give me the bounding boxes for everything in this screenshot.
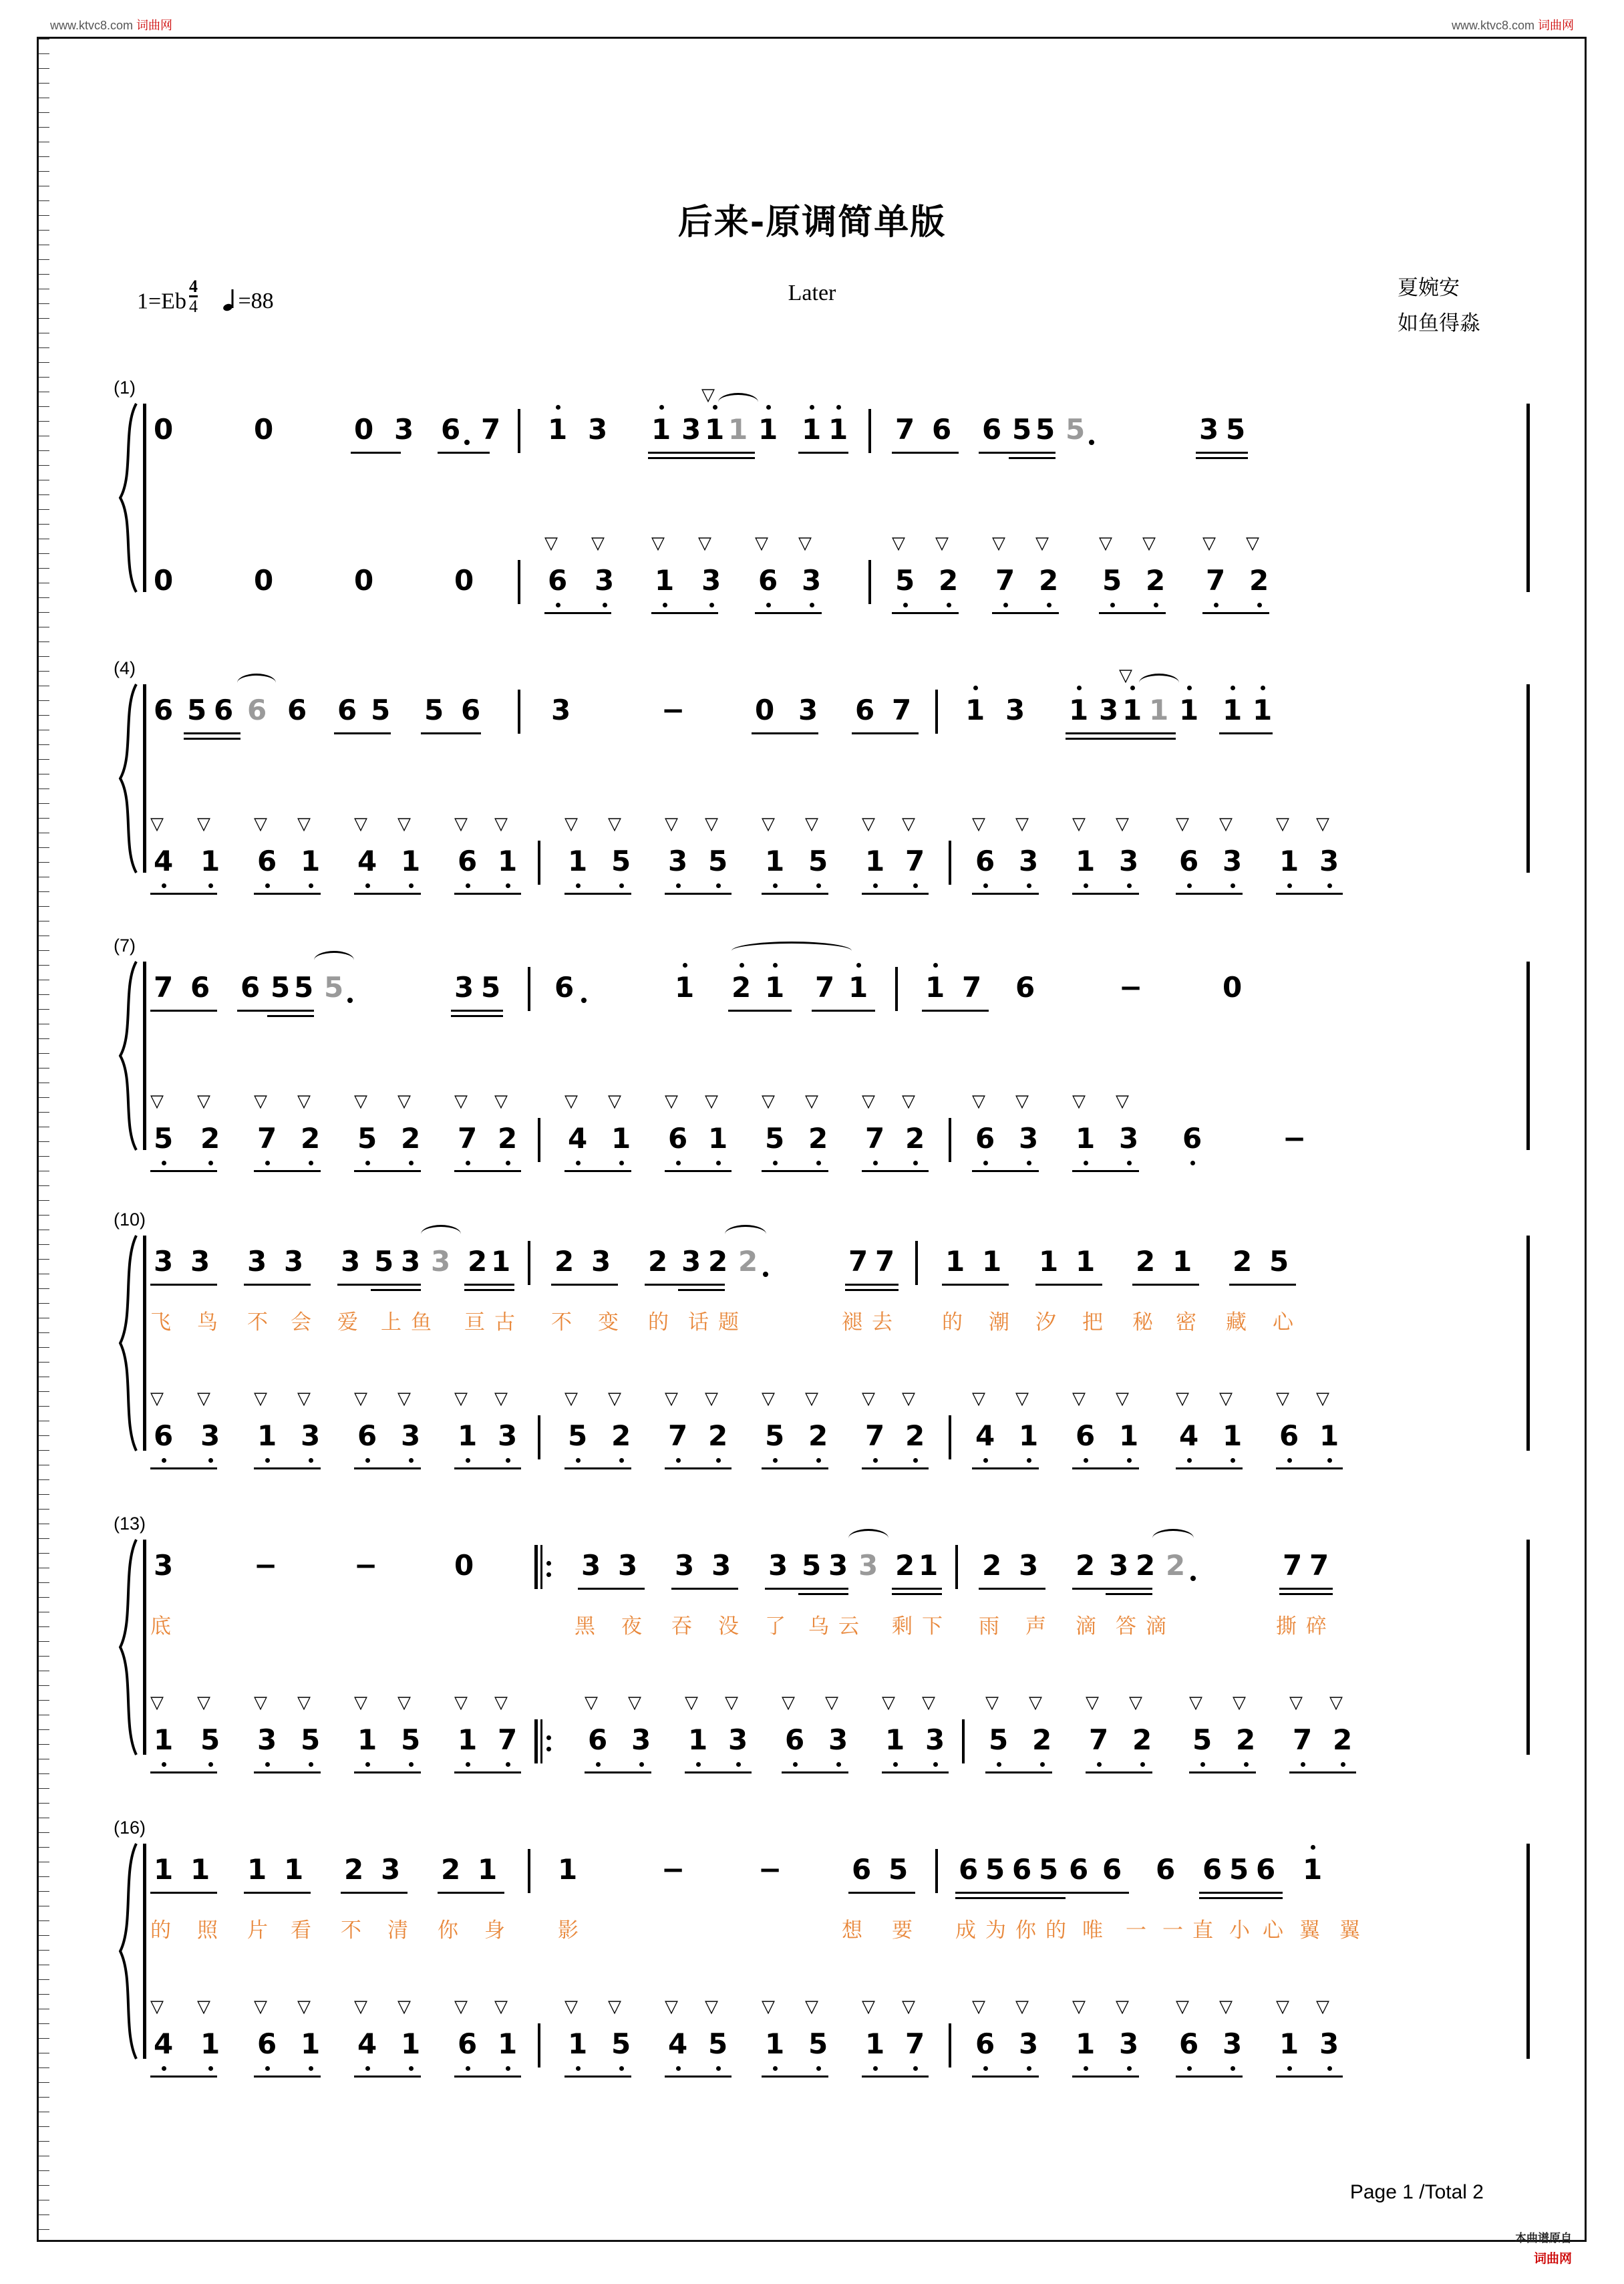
watermark-bottom-right: 词曲网 <box>1533 2252 1572 2266</box>
melody-line-4: 3 3 3 3 3 5 3 3 2 1 2 3 2 3 2 2 7 7 1 1 1 1 2 1 2 5 <box>154 1245 1570 1288</box>
page-footer: Page 1 /Total 2 <box>1349 2181 1484 2203</box>
system-6: 1 1 1 1 2 3 2 1 1 − − 6 5 6 5 6 5 6 6 6 6 5 6 1 的 照 片 看 不 清 你 身 影 想 要 成 为 你 的 唯 一 一 直 小 心 翼 翼 ▽ 4 ▽ 1 ▽ 6 ▽ 1 ▽ 4 ▽ 1 ▽ 6 ▽ 1 ▽ 1 ▽ 5 ▽ 4 ▽ 5 ▽ 1 ▽ 5 ▽ 1 ▽ 7 ▽ 6 ▽ 3 ▽ 1 ▽ 3 ▽ 6 ▽ 3 ▽ 1 ▽ 3 <box>114 1841 1530 2061</box>
brace-icon <box>114 682 144 875</box>
bass-line-5: ▽ 1 ▽ 5 ▽ 3 ▽ 5 ▽ 1 ▽ 5 ▽ 1 ▽ 7 ▽ 6 ▽ 3 ▽ 1 ▽ 3 ▽ 6 ▽ 3 ▽ 1 ▽ 3 ▽ 5 ▽ 2 ▽ 7 ▽ 2 ▽ 5 ▽ 2 ▽ 7 ▽ 2 <box>154 1723 1570 1766</box>
tempo-marking: =88 <box>223 287 273 314</box>
brace-icon <box>114 1841 144 2061</box>
credits <box>1398 271 1480 341</box>
system-label-3: (7) <box>114 936 136 956</box>
system-5: 3 − − 0 3 3 3 3 3 5 3 3 2 1 2 3 2 3 2 2 7 7 底 黑 夜 吞 没 了 乌 云 剩 下 雨 声 滴 答 滴 撕 碎 ▽ 1 ▽ 5 ▽ 3 ▽ 5 ▽ 1 ▽ 5 ▽ 1 ▽ 7 ▽ 6 ▽ 3 ▽ 1 ▽ 3 ▽ 6 ▽ 3 ▽ 1 ▽ 3 ▽ 5 ▽ 2 ▽ 7 ▽ 2 ▽ 5 ▽ 2 ▽ 7 ▽ 2 <box>114 1537 1530 1757</box>
barline-left <box>143 962 146 1150</box>
system-4: 3 3 3 3 3 5 3 3 2 1 2 3 2 3 2 2 7 7 1 1 1 1 2 1 2 5 飞 鸟 不 会 爱 上 鱼 亘 古 不 变 的 话 题 褪 去 的 潮 汐 把 秘 密 藏 心 ▽ 6 ▽ 3 ▽ 1 ▽ 3 ▽ 6 ▽ 3 ▽ 1 ▽ 3 ▽ 5 ▽ 2 ▽ 7 ▽ 2 ▽ 5 ▽ 2 ▽ 7 ▽ 2 ▽ 4 ▽ 1 ▽ 6 ▽ 1 ▽ 4 ▽ 1 ▽ 6 ▽ 1 <box>114 1233 1530 1453</box>
barline-left <box>143 1236 146 1451</box>
watermark-top-left: www.ktvc8.com 词曲网 <box>50 19 173 32</box>
barline-left <box>143 1540 146 1755</box>
system-3 <box>114 959 1530 1153</box>
system-2 <box>114 666 1530 877</box>
brace-icon <box>114 401 144 595</box>
bass-line-6: ▽ 4 ▽ 1 ▽ 6 ▽ 1 ▽ 4 ▽ 1 ▽ 6 ▽ 1 ▽ 1 ▽ 5 ▽ 4 ▽ 5 ▽ 1 ▽ 5 ▽ 1 ▽ 7 ▽ 6 ▽ 3 ▽ 1 ▽ 3 ▽ 6 ▽ 3 ▽ 1 ▽ 3 <box>154 2027 1570 2070</box>
key-and-tempo <box>137 277 274 316</box>
system-label-6: (16) <box>114 1818 146 1838</box>
brace-icon <box>114 959 144 1153</box>
bass-line-2: ▽ 4 ▽ 1 ▽ 6 ▽ 1 ▽ 4 ▽ 1 ▽ 6 ▽ 1 ▽ 1 ▽ 5 ▽ 3 ▽ 5 ▽ 1 ▽ 5 ▽ 1 ▽ 7 ▽ 6 ▽ 3 ▽ 1 ▽ 3 ▽ 6 ▽ 3 ▽ 1 ▽ 3 <box>154 845 1570 887</box>
watermark-top-right: www.ktvc8.com 词曲网 <box>1451 19 1574 32</box>
melody-line-2: 6 5 6 6 6 6 5 5 6 3 − 0 3 6 7 1 3 1 3 1 1 1 1 1 ▽ <box>154 694 1570 736</box>
page-title: 后来-原调简单版 <box>677 202 947 243</box>
composer: 夏婉安 <box>1398 276 1460 300</box>
system-label-2: (4) <box>114 658 136 678</box>
barline-left <box>143 404 146 592</box>
quarter-note-icon <box>223 287 238 313</box>
system-label-5: (13) <box>114 1514 146 1534</box>
brace-icon <box>114 1233 144 1453</box>
time-signature-numerator: 4 <box>188 277 198 296</box>
subtitle: Later <box>788 281 836 305</box>
key-signature: 1=Eb <box>137 289 186 314</box>
system-1 <box>114 385 1530 597</box>
barline-left <box>143 1844 146 2059</box>
bass-line-1: 0 0 0 0 ▽ 6 ▽ 3 ▽ 1 ▽ 3 ▽ 6 ▽ 3 ▽ 5 ▽ 2 ▽ 7 ▽ 2 ▽ 5 ▽ 2 ▽ 7 ▽ 2 <box>154 564 1570 607</box>
bass-line-4: ▽ 6 ▽ 3 ▽ 1 ▽ 3 ▽ 6 ▽ 3 ▽ 1 ▽ 3 ▽ 5 ▽ 2 ▽ 7 ▽ 2 ▽ 5 ▽ 2 ▽ 7 ▽ 2 ▽ 4 ▽ 1 ▽ 6 ▽ 1 ▽ 4 ▽ 1 ▽ 6 ▽ 1 <box>154 1419 1570 1462</box>
melody-line-1: 0 0 0 3 6 7 1 3 1 3 1 1 1 1 1 ▽ 7 6 6 5 5 5 3 5 <box>154 413 1570 456</box>
time-signature-denominator: 4 <box>188 297 198 317</box>
brace-icon <box>114 1537 144 1757</box>
repeat-start-barline <box>534 1545 544 1589</box>
bass-line-3: ▽ 5 ▽ 2 ▽ 7 ▽ 2 ▽ 5 ▽ 2 ▽ 7 ▽ 2 ▽ 4 ▽ 1 ▽ 6 ▽ 1 ▽ 5 ▽ 2 ▽ 7 ▽ 2 ▽ 6 ▽ 3 ▽ 1 ▽ 3 6 − <box>154 1122 1570 1165</box>
watermark-source-note: 本曲谱原自 <box>1515 2232 1572 2245</box>
system-label-4: (10) <box>114 1209 146 1230</box>
barline-left <box>143 684 146 873</box>
melody-line-6: 1 1 1 1 2 3 2 1 1 − − 6 5 6 5 6 5 6 6 6 6 5 6 1 <box>154 1853 1570 1896</box>
page-ruler <box>39 39 51 2240</box>
arranger: 如鱼得淼 <box>1398 311 1480 335</box>
melody-line-5: 3 − − 0 3 3 3 3 3 5 3 3 2 1 2 3 2 3 2 2 7 7 <box>154 1549 1570 1592</box>
system-label-1: (1) <box>114 378 136 398</box>
melody-line-3: 7 6 6 5 5 5 3 5 6 1 2 1 7 1 1 7 6 − 0 <box>154 971 1570 1014</box>
